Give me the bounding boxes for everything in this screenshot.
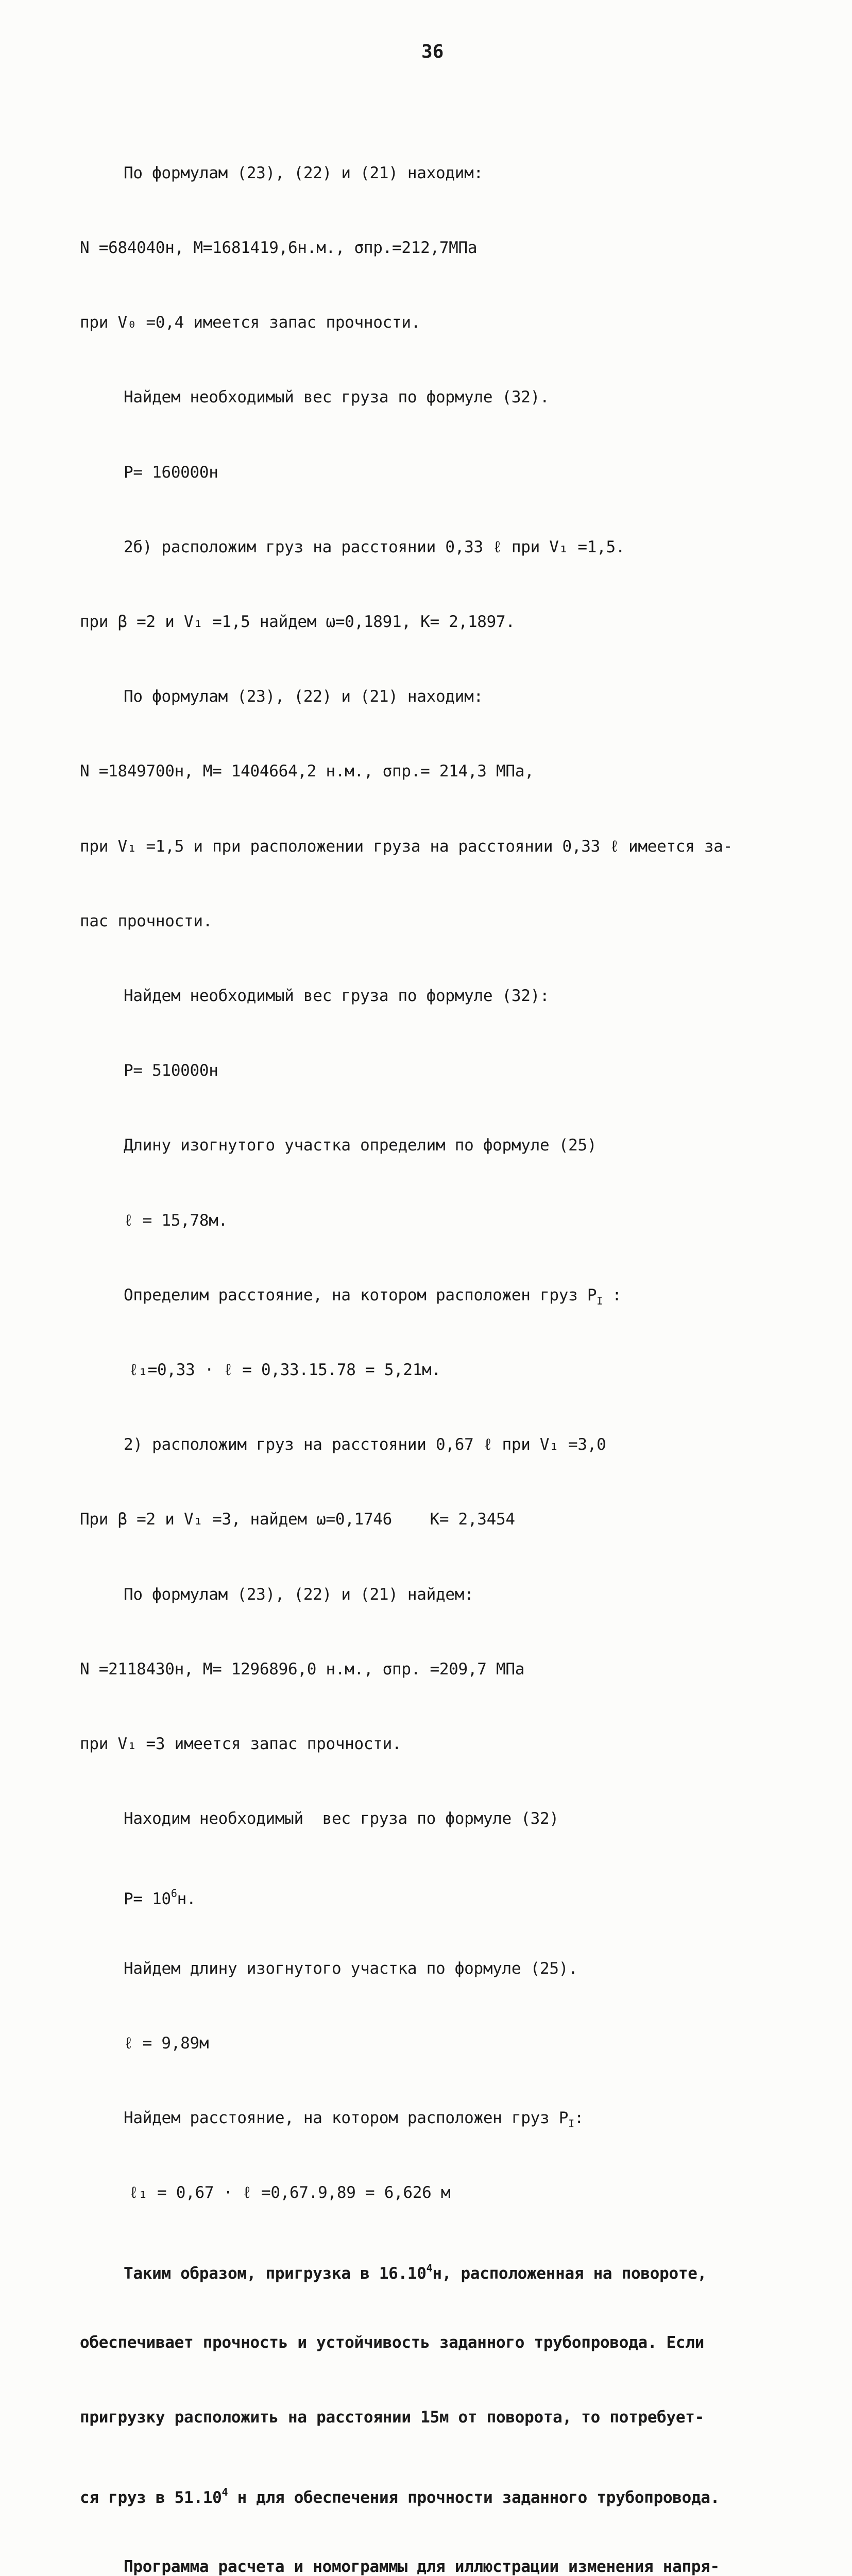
text-line: P= 510000н xyxy=(124,1061,218,1080)
text-line: При β =2 и V₁ =3, найдем ω=0,1746 K= 2,3454 xyxy=(80,1510,515,1529)
text-line: обеспечивает прочность и устойчивость заданного трубопровода. Если xyxy=(80,2333,704,2352)
text-line: ℓ₁ = 0,67 · ℓ =0,67.9,89 = 6,626 м xyxy=(129,2183,451,2202)
text-line: Найдем необходимый вес груза по формуле (32). xyxy=(124,388,550,407)
text-line: P= 160000н xyxy=(124,463,218,482)
subscript: I xyxy=(597,1294,603,1307)
text-line xyxy=(80,2256,791,2283)
text-fragment: н для обеспечения прочности заданного трубопровода. xyxy=(228,2488,720,2507)
text-line: 2б) расположим груз на расстоянии 0,33 ℓ при V₁ =1,5. xyxy=(124,537,625,556)
text-fragment: Найдем расстояние, на котором расположен груз P xyxy=(124,2109,569,2128)
text-fragment: Таким образом, пригрузка в 16.10 xyxy=(124,2264,427,2283)
document-body xyxy=(80,111,791,2576)
page-number: 36 xyxy=(421,41,444,62)
text-line: ℓ₁=0,33 · ℓ = 0,33.15.78 = 5,21м. xyxy=(129,1361,441,1380)
text-line: N =684040н, M=1681419,6н.м., σпр.=212,7МПа xyxy=(80,239,478,258)
text-line xyxy=(80,1881,791,1909)
text-line: ℓ = 9,89м xyxy=(124,2033,209,2053)
superscript: 4 xyxy=(221,2486,228,2499)
text-line: Длину изогнутого участка определим по формуле (25) xyxy=(124,1136,597,1155)
text-line: Найдем необходимый вес груза по формуле (32): xyxy=(124,987,550,1006)
text-line: По формулам (23), (22) и (21) находим: xyxy=(124,687,483,706)
text-line xyxy=(80,2480,791,2507)
text-line: пригрузку расположить на расстоянии 15м от поворота, то потребует- xyxy=(80,2408,704,2427)
text-line: По формулам (23), (22) и (21) найдем: xyxy=(124,1585,474,1604)
text-line: Находим необходимый вес груза по формуле (32) xyxy=(124,1809,559,1828)
text-fragment: Определим расстояние, на котором расположен груз P xyxy=(124,1285,597,1304)
text-line: пас прочности. xyxy=(80,911,213,930)
text-line: N =1849700н, M= 1404664,2 н.м., σпр.= 214,3 МПа, xyxy=(80,762,534,781)
text-line: при V₀ =0,4 имеется запас прочности. xyxy=(80,313,421,332)
text-line: По формулам (23), (22) и (21) находим: xyxy=(124,163,483,182)
text-fragment: н. xyxy=(177,1890,196,1909)
text-line: ℓ = 15,78м. xyxy=(124,1211,228,1230)
text-line: Программа расчета и номограммы для иллюстрации изменения напря- xyxy=(124,2557,720,2576)
text-line xyxy=(80,1283,791,1308)
text-line: при V₁ =3 имеется запас прочности. xyxy=(80,1735,402,1754)
text-line xyxy=(80,2106,791,2130)
text-fragment: : xyxy=(602,1285,622,1304)
superscript: 4 xyxy=(426,2261,433,2274)
text-fragment: P= 10 xyxy=(124,1890,171,1909)
superscript: 6 xyxy=(171,1887,177,1900)
text-line: 2) расположим груз на расстоянии 0,67 ℓ при V₁ =3,0 xyxy=(124,1435,606,1454)
text-line: N =2118430н, M= 1296896,0 н.м., σпр. =209,7 МПа xyxy=(80,1659,525,1679)
text-fragment: н, расположенная на повороте, xyxy=(432,2264,707,2283)
text-line: при β =2 и V₁ =1,5 найдем ω=0,1891, K= 2,1897. xyxy=(80,613,515,632)
subscript: I xyxy=(568,2117,574,2130)
text-fragment: ся груз в 51.10 xyxy=(80,2488,222,2507)
text-line: при V₁ =1,5 и при расположении груза на расстоянии 0,33 ℓ имеется за- xyxy=(80,837,733,856)
text-fragment: : xyxy=(574,2109,584,2128)
text-line: Найдем длину изогнутого участка по формуле (25). xyxy=(124,1959,578,1978)
